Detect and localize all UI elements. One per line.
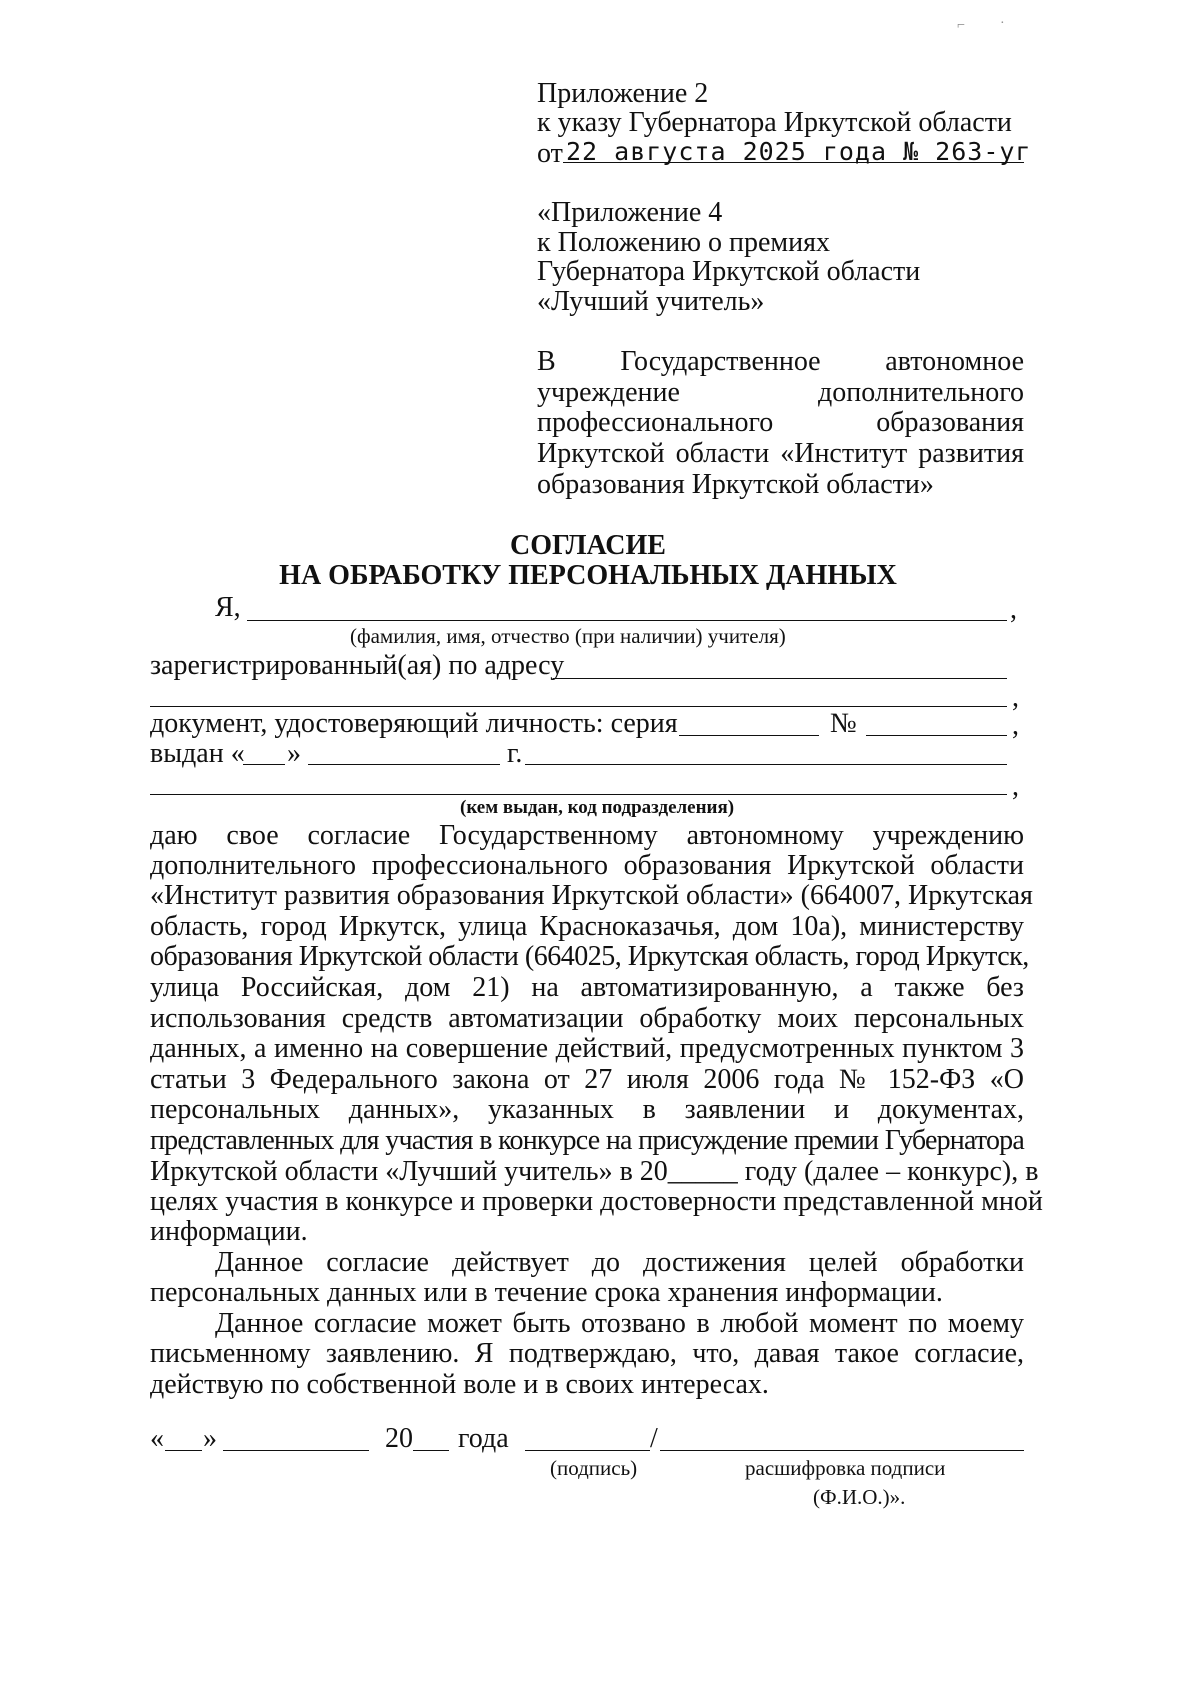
- body-line: даю свое согласие Государственному автономному учреждению: [150, 820, 1024, 851]
- sign-slash: /: [650, 1423, 658, 1454]
- form-comma: ,: [1012, 710, 1019, 741]
- body-line: дополнительного профессионального образования Иркутской области: [150, 850, 1024, 881]
- issued-close-quote: »: [287, 738, 301, 769]
- sign-month-line: [223, 1450, 369, 1451]
- body-line: улица Российская, дом 21) на автоматизированную, а также без: [150, 972, 1024, 1003]
- decode-caption: расшифровка подписи: [745, 1456, 946, 1480]
- para2-line: Данное согласие действует до достижения целей обработки: [215, 1247, 1024, 1278]
- address-field-line1: [553, 678, 1007, 679]
- para2-last-line: персональных данных или в течение срока хранения информации.: [150, 1277, 943, 1308]
- fio-short-caption: (Ф.И.О.)».: [813, 1485, 906, 1509]
- form-comma: ,: [1010, 594, 1017, 625]
- document-title-line1: СОГЛАСИЕ: [510, 530, 666, 561]
- body-line: область, город Иркутск, улица Красноказачья, дом 10а), министерству: [150, 911, 1024, 942]
- body-line: представленных для участия в конкурсе на присуждение премии Губернатора: [150, 1125, 1024, 1156]
- signature-decode-line: [660, 1450, 1024, 1451]
- header-date: 22 августа 2025 года № 263-уг: [566, 137, 1032, 166]
- appendix-line1: «Приложение 4: [537, 197, 723, 228]
- addressee-line5: образования Иркутской области»: [537, 469, 934, 500]
- scan-mark: ⌐: [957, 18, 965, 33]
- issued-caption: (кем выдан, код подразделения): [460, 797, 735, 818]
- series-field-line: [679, 735, 819, 736]
- body-line: персональных данных», указанных в заявлении и документах,: [150, 1094, 1024, 1125]
- number-field-line: [866, 735, 1007, 736]
- appendix-line2: к Положению о премиях: [537, 227, 831, 258]
- number-sign: №: [830, 708, 857, 739]
- sign-year-line: [413, 1450, 449, 1451]
- header-date-prefix: от: [537, 138, 563, 169]
- issued-year-abbr: г.: [507, 738, 523, 769]
- appendix-line3: Губернатора Иркутской области: [537, 256, 921, 287]
- sign-century: 20: [385, 1423, 413, 1454]
- addressee-line4: Иркутской области «Институт развития: [537, 438, 1024, 469]
- address-field-line2: [150, 706, 1007, 707]
- scan-mark: ·: [1000, 16, 1005, 31]
- appendix-line4: «Лучший учитель»: [537, 286, 765, 317]
- issued-by-line1: [525, 764, 1007, 765]
- form-comma: ,: [1012, 682, 1019, 713]
- body-line: образования Иркутской области (664025, Иркутская область, город Иркутск,: [150, 941, 1029, 972]
- sign-day-line: [165, 1450, 202, 1451]
- body-last-line: информации.: [150, 1216, 308, 1247]
- document-title-line2: НА ОБРАБОТКУ ПЕРСОНАЛЬНЫХ ДАННЫХ: [279, 560, 897, 591]
- body-line: данных, а именно на совершение действий, предусмотренных пунктом 3: [150, 1033, 1024, 1064]
- body-line: использования средств автоматизации обработку моих персональных: [150, 1003, 1024, 1034]
- issued-month-line: [308, 764, 500, 765]
- document-label: документ, удостоверяющий личность: серия: [150, 708, 678, 739]
- body-line: статьи 3 Федерального закона от 27 июля 2006 года № 152-ФЗ «О: [150, 1064, 1024, 1095]
- header-line2: к указу Губернатора Иркутской области: [537, 107, 1012, 138]
- para3-line: письменному заявлению. Я подтверждаю, что, давая такое согласие,: [150, 1338, 1024, 1369]
- addressee-line1: В Государственное автономное: [537, 346, 1024, 377]
- issued-day-line: [243, 764, 285, 765]
- para3-line: Данное согласие может быть отозвано в любой момент по моему: [215, 1308, 1024, 1339]
- signature-line: [525, 1450, 650, 1451]
- header-line1: Приложение 2: [537, 78, 709, 109]
- fio-field-line: [247, 620, 1007, 621]
- form-comma: ,: [1012, 771, 1019, 802]
- body-line: Иркутской области «Лучший учитель» в 20_____ году (далее – конкурс), в: [150, 1156, 1039, 1187]
- addressee-line3: профессионального образования: [537, 407, 1024, 438]
- issued-by-line2: [150, 794, 1007, 795]
- sign-close-quote: »: [203, 1423, 217, 1454]
- signature-caption: (подпись): [550, 1456, 638, 1480]
- addressee-line2: учреждение дополнительного: [537, 377, 1024, 408]
- form-ya: Я,: [215, 592, 241, 623]
- fio-caption: (фамилия, имя, отчество (при наличии) учителя): [350, 624, 786, 648]
- header-date-underline: [563, 162, 1024, 163]
- body-line: целях участия в конкурсе и проверки достоверности представленной мной: [150, 1186, 1043, 1217]
- sign-open-quote: «: [150, 1423, 164, 1454]
- registered-label: зарегистрированный(ая) по адресу: [150, 650, 565, 681]
- para3-last-line: действую по собственной воле и в своих интересах.: [150, 1369, 769, 1400]
- sign-year-word: года: [458, 1423, 509, 1454]
- issued-label: выдан «: [150, 738, 245, 769]
- body-line: «Институт развития образования Иркутской области» (664007, Иркутская: [150, 880, 1033, 911]
